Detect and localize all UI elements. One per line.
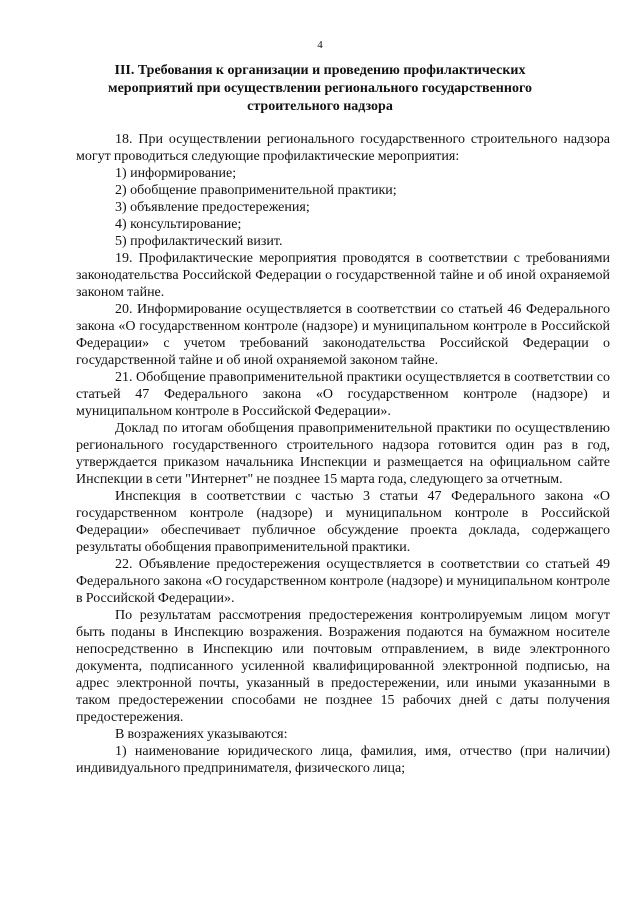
list-item: 5) профилактический визит.	[115, 234, 283, 249]
paragraph-19: 19. Профилактические мероприятия проводятся в соответствии с требованиями законодательства Российской Федерации о государственной тайне и об иной охраняемой законом тайне.	[76, 251, 610, 300]
paragraph-21: 21. Обобщение правоприменительной практики осуществляется в соответствии со статьей 47 Федерального закона «О государственном контроле (надзоре) и муниципальном контроле в Российской Федерации».	[76, 370, 610, 419]
paragraph-22-indicated: В возражениях указываются:	[115, 727, 288, 742]
document-body	[76, 131, 610, 777]
paragraph-21-report: Доклад по итогам обобщения правоприменительной практики по осуществлению регионального государственного строительного надзора готовится один раз в год, утверждается приказом начальника Инспекции и размещается на официальном сайте Инспекции в сети "Интернет" не позднее 15 марта года, следующего за отчетным.	[76, 421, 610, 487]
page-number: 4	[317, 39, 323, 51]
paragraph-22-objections: По результатам рассмотрения предостережения контролируемым лицом могут быть поданы в Инспекцию возражения. Возражения подаются на бумажном носителе непосредственно в Инспекцию или почтовым отправлением, в виде электронного документа, подписанного усиленной квалифицированной электронной подписью, на адрес электронной почты, указанный в предостережении, или иными указанными в таком предостережении способами не позднее 15 рабочих дней с даты получения предостережения.	[76, 608, 610, 725]
paragraph-18: 18. При осуществлении регионального государственного строительного надзора могут проводиться следующие профилактические мероприятия:	[76, 132, 610, 164]
list-item: 1) информирование;	[115, 166, 237, 181]
list-item: 3) объявление предостережения;	[115, 200, 310, 215]
paragraph-22-item-1: 1) наименование юридического лица, фамилия, имя, отчество (при наличии) индивидуального предпринимателя, физического лица;	[76, 744, 610, 776]
paragraph-22: 22. Объявление предостережения осуществляется в соответствии со статьей 49 Федерального закона «О государственном контроле (надзоре) и муниципальном контроле в Российской Федерации».	[76, 557, 610, 606]
paragraph-20: 20. Информирование осуществляется в соответствии со статьей 46 Федерального закона «О государственном контроле (надзоре) и муниципальном контроле в Российской Федерации» с учетом требований законодательства Российской Федерации о государственной тайне и об иной охраняемой законом тайне.	[76, 302, 610, 368]
list-item: 4) консультирование;	[115, 217, 242, 232]
paragraph-21-discussion: Инспекция в соответствии с частью 3 статьи 47 Федерального закона «О государственном контроле (надзоре) и муниципальном контроле в Российской Федерации» обеспечивает публичное обсуждение проекта доклада, содержащего результаты обобщения правоприменительной практики.	[76, 489, 610, 555]
section-title: III. Требования к организации и проведению профилактических мероприятий при осуществлении регионального государственного строительного надзора	[108, 63, 532, 114]
list-item: 2) обобщение правоприменительной практики;	[115, 183, 397, 198]
